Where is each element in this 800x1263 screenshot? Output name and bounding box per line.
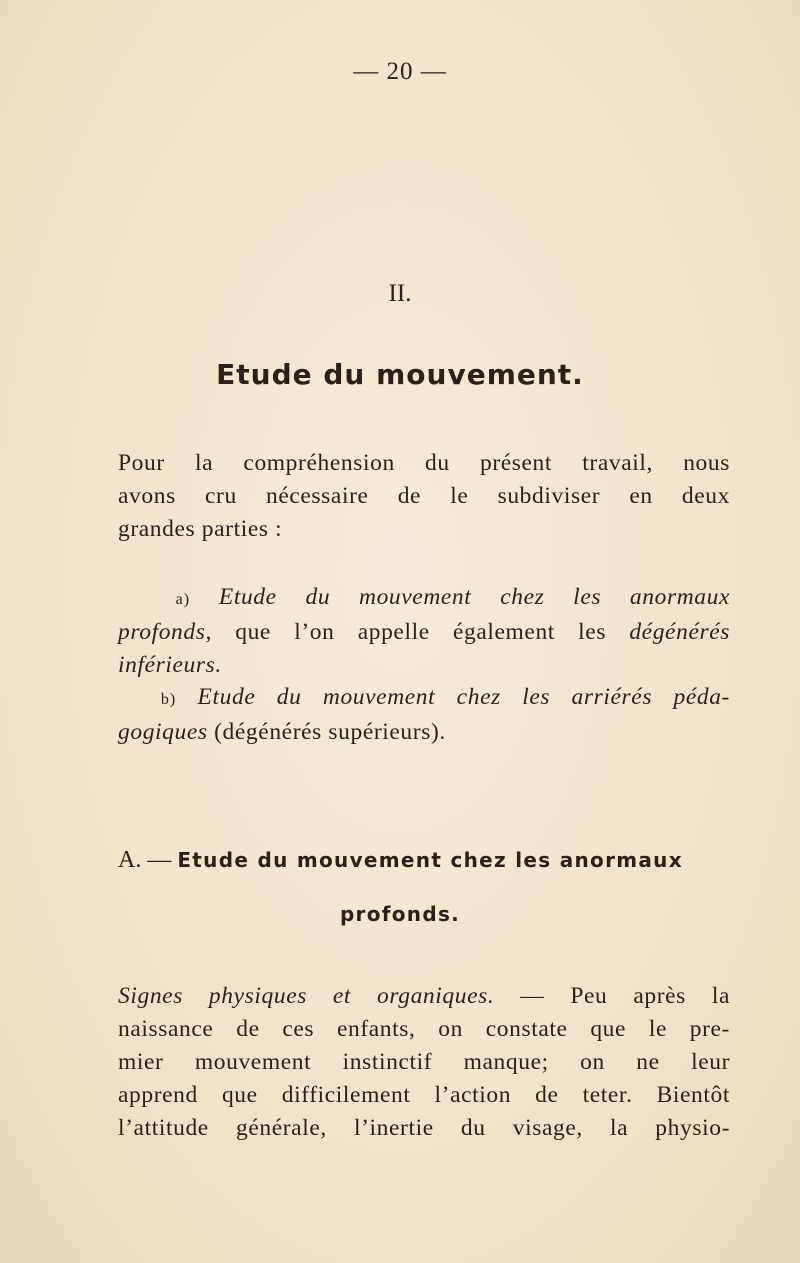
body-line1-italic: Signes physiques et organiques. bbox=[118, 983, 495, 1009]
item-b-marker: b) bbox=[160, 691, 177, 708]
item-b-line-2 bbox=[118, 716, 730, 749]
item-a-line2-italic: profonds, bbox=[118, 619, 212, 645]
subsection-lead: A. — bbox=[118, 847, 178, 873]
subsection-heading bbox=[118, 847, 730, 874]
item-b-line2-text: (dégénérés supérieurs). bbox=[207, 719, 446, 745]
body-line1-text: — Peu après la bbox=[494, 983, 730, 1009]
item-a-line2-italic-end: dégénérés bbox=[629, 619, 730, 645]
item-a-marker: a) bbox=[175, 591, 191, 608]
intro-line-2: avons cru nécessaire de le subdiviser en deux bbox=[118, 483, 730, 509]
item-b-line-1 bbox=[118, 681, 730, 716]
section-title: Etude du mouvement. bbox=[216, 358, 584, 391]
intro-line-1: Pour la compréhension du présent travail, nous bbox=[118, 450, 730, 476]
subsection-title-line-2: profonds. bbox=[339, 902, 461, 926]
item-b-line2-italic: gogiques bbox=[118, 719, 208, 745]
item-a-title: Etude du mouvement chez les anormaux bbox=[218, 584, 730, 610]
item-a-line-2 bbox=[118, 616, 730, 649]
body-line-1 bbox=[118, 980, 730, 1013]
page-number: — 20 — bbox=[353, 58, 447, 85]
item-a-paragraph bbox=[118, 581, 730, 682]
item-b-paragraph bbox=[118, 681, 730, 749]
section-number: II. bbox=[388, 280, 412, 307]
item-b-title: Etude du mouvement chez les arriérés péda- bbox=[197, 684, 730, 710]
body-line-3: mier mouvement instinctif manque; on ne leur bbox=[118, 1049, 730, 1075]
body-line-2: naissance de ces enfants, on constate que le pre- bbox=[118, 1016, 730, 1042]
item-a-line-3: inférieurs. bbox=[118, 652, 222, 678]
item-a-line-1 bbox=[118, 581, 730, 616]
body-line-5: l’attitude générale, l’inertie du visage, la physio- bbox=[118, 1115, 730, 1141]
intro-paragraph bbox=[118, 447, 730, 546]
body-line-4: apprend que difficilement l’action de teter. Bientôt bbox=[118, 1082, 730, 1108]
intro-line-3: grandes parties : bbox=[118, 516, 283, 542]
item-a-line2-text: que l’on appelle également les bbox=[211, 619, 630, 645]
body-paragraph bbox=[118, 980, 730, 1145]
subsection-title-line-1: Etude du mouvement chez les anormaux bbox=[177, 848, 683, 872]
